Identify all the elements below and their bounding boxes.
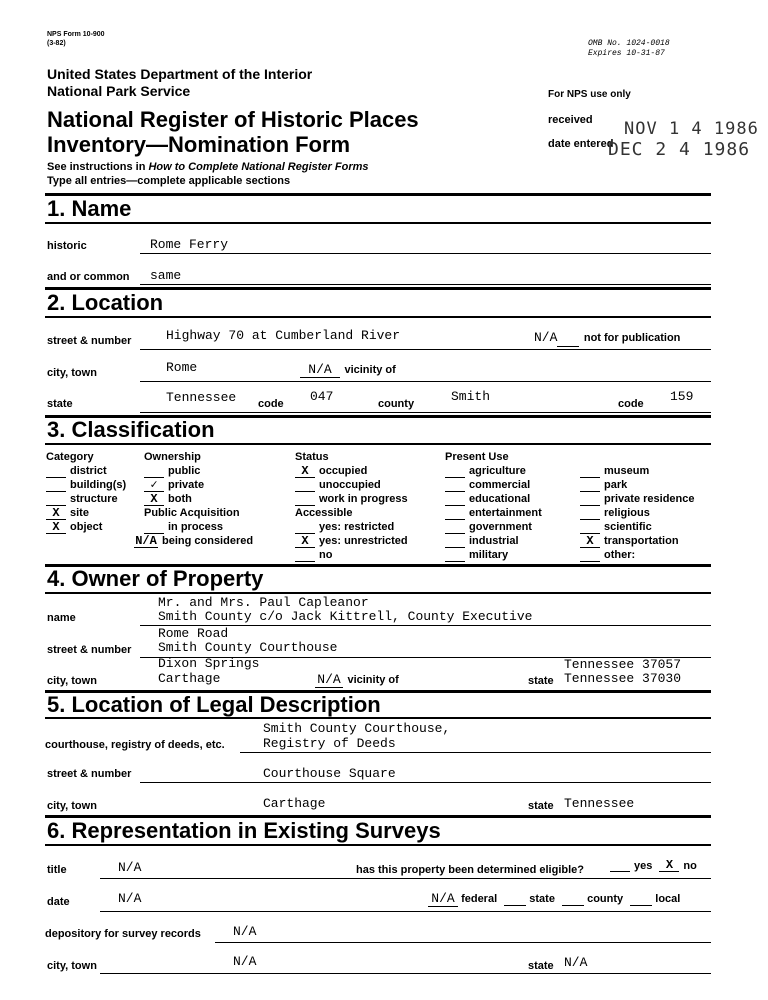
legal-street-value: Courthouse Square [263, 766, 396, 781]
department-name: United States Department of the Interior [47, 66, 313, 82]
status-head: Status [295, 451, 329, 463]
field-line [140, 381, 711, 382]
status-unoccupied[interactable]: unoccupied [295, 478, 408, 492]
field-line [240, 752, 711, 753]
received-label: received [548, 114, 593, 126]
section-5-title: 5. Location of Legal Description [47, 692, 381, 717]
field-line [140, 349, 711, 350]
vicinity-value: N/A [300, 362, 340, 378]
divider [45, 443, 711, 445]
ownership-column [135, 450, 254, 548]
field-line [100, 973, 711, 974]
owner-street-2: Smith County Courthouse [158, 640, 338, 655]
form-revision: (3-82) [47, 40, 66, 47]
code-value: 047 [310, 389, 334, 404]
accessible-restricted[interactable]: yes: restricted [295, 520, 408, 534]
eligible-yes-mark[interactable] [610, 871, 630, 872]
eligible-question: has this property been determined eligible? [356, 864, 584, 876]
ownership-private[interactable]: ✓ private [144, 478, 253, 492]
use-transportation[interactable]: X transportation [580, 534, 695, 548]
common-name-label: and or common [47, 271, 130, 283]
accessible-head: Accessible [295, 507, 353, 519]
survey-title-label: title [47, 864, 67, 876]
accessible-no[interactable]: no [295, 548, 408, 562]
survey-level: N/A federal state county local [428, 891, 680, 907]
use-educational[interactable]: educational [445, 492, 542, 506]
federal-mark[interactable]: N/A [428, 891, 458, 907]
survey-city-label: city, town [47, 960, 97, 972]
eligible-no-mark[interactable]: X [659, 860, 679, 872]
instructions-line2: Type all entries—complete applicable sections [47, 175, 291, 187]
owner-street-label: street & number [47, 644, 132, 656]
field-line [140, 412, 711, 413]
owner-street-1: Rome Road [158, 626, 229, 641]
legal-state-value: Tennessee [564, 796, 635, 811]
courthouse-value-1: Smith County Courthouse, [263, 721, 451, 736]
owner-city-1: Dixon Springs [158, 656, 260, 671]
not-for-publication [534, 328, 680, 347]
state-mark[interactable] [504, 893, 526, 906]
use-scientific[interactable]: scientific [580, 520, 695, 534]
field-line [140, 284, 711, 285]
category-district[interactable]: district [46, 464, 126, 478]
acquisition-being-considered[interactable]: N/A being considered [135, 534, 254, 548]
nps-use-only: For NPS use only [548, 89, 631, 100]
use-museum[interactable]: museum [580, 464, 695, 478]
category-buildings[interactable]: building(s) [46, 478, 126, 492]
nfp-value: N/A [534, 330, 558, 345]
divider [45, 222, 711, 224]
date-entered-stamp: DEC 2 4 1986 [608, 139, 751, 160]
acquisition-in-process[interactable]: in process [144, 520, 253, 534]
divider [45, 316, 711, 318]
depository-label: depository for survey records [45, 928, 201, 940]
divider [45, 717, 711, 719]
historic-value: Rome Ferry [150, 237, 229, 252]
owner-state-2: Tennessee 37030 [564, 671, 682, 686]
ownership-public[interactable]: public [144, 464, 253, 478]
county-label: county [378, 398, 415, 410]
use-park[interactable]: park [580, 478, 695, 492]
category-structure[interactable]: structure [46, 492, 126, 506]
divider [45, 193, 711, 196]
public-acquisition-head: Public Acquisition [144, 507, 240, 519]
vicinity-label: vicinity of [344, 364, 396, 376]
section-1-title: 1. Name [47, 196, 132, 221]
survey-date-value: N/A [118, 891, 142, 906]
date-entered-label: date entered [548, 138, 614, 150]
service-name: National Park Service [47, 83, 191, 99]
courthouse-value-2: Registry of Deeds [263, 736, 396, 751]
survey-city-value: N/A [233, 954, 257, 969]
owner-name-2: Smith County c/o Jack Kittrell, County Executive [158, 609, 533, 624]
use-other[interactable]: other: [580, 548, 695, 562]
category-site[interactable]: X site [46, 506, 126, 520]
state-value: Tennessee [166, 390, 237, 405]
instructions-line1: See instructions in How to Complete National Register Forms [47, 161, 369, 173]
section-2-title: 2. Location [47, 290, 164, 315]
legal-city-label: city, town [47, 800, 97, 812]
present-use-head: Present Use [445, 451, 509, 463]
use-government[interactable]: government [445, 520, 542, 534]
present-use-column-1 [445, 450, 542, 562]
received-stamp: NOV 1 4 1986 [624, 119, 759, 139]
field-line [140, 782, 711, 783]
street-value: Highway 70 at Cumberland River [166, 328, 401, 343]
field-line [100, 878, 711, 879]
owner-city-label: city, town [47, 675, 97, 687]
county-code-value: 159 [670, 389, 694, 404]
divider [45, 844, 711, 846]
owner-state-1: Tennessee 37057 [564, 657, 682, 672]
state-label: state [47, 398, 73, 410]
field-line [140, 253, 711, 254]
use-private-residence[interactable]: private residence [580, 492, 695, 506]
status-occupied[interactable]: X occupied [295, 464, 408, 478]
eligible-answer: yes X no [610, 860, 697, 872]
status-column [295, 450, 408, 562]
local-mark[interactable] [630, 893, 652, 906]
divider [45, 592, 711, 594]
form-id: NPS Form 10-900 [47, 31, 105, 38]
city-label: city, town [47, 367, 97, 379]
owner-name-label: name [47, 612, 76, 624]
county-code-label: code [618, 398, 644, 410]
owner-name-1: Mr. and Mrs. Paul Capleanor [158, 595, 369, 610]
survey-title-value: N/A [118, 860, 142, 875]
owner-city-2: Carthage [158, 671, 221, 686]
county-mark[interactable] [562, 893, 584, 906]
nfp-label: not for publication [583, 332, 681, 344]
historic-label: historic [47, 240, 87, 252]
status-work-in-progress[interactable]: work in progress [295, 492, 408, 506]
category-object[interactable]: X object [46, 520, 126, 534]
ownership-head: Ownership [144, 451, 201, 463]
code-label: code [258, 398, 284, 410]
use-agriculture[interactable]: agriculture [445, 464, 542, 478]
omb-number: OMB No. 1024-0018 [588, 39, 670, 48]
vicinity [300, 360, 396, 378]
survey-date-label: date [47, 896, 70, 908]
category-column [46, 450, 126, 534]
form-title-line2: Inventory—Nomination Form [47, 132, 351, 157]
survey-state-value: N/A [564, 955, 588, 970]
common-name-value: same [150, 268, 182, 283]
legal-state-label: state [528, 800, 554, 812]
street-label: street & number [47, 335, 132, 347]
use-commercial[interactable]: commercial [445, 478, 542, 492]
owner-vicinity [315, 670, 399, 688]
section-6-title: 6. Representation in Existing Surveys [47, 818, 441, 843]
section-4-title: 4. Owner of Property [47, 566, 264, 591]
expiration: Expires 10-31-87 [588, 49, 665, 58]
use-military[interactable]: military [445, 548, 542, 562]
owner-state-label: state [528, 675, 554, 687]
use-industrial[interactable]: industrial [445, 534, 542, 548]
survey-state-label: state [528, 960, 554, 972]
owner-vicinity-value: N/A [315, 672, 343, 688]
ownership-both[interactable]: X both [144, 492, 253, 506]
section-3-title: 3. Classification [47, 417, 215, 442]
use-religious[interactable]: religious [580, 506, 695, 520]
use-entertainment[interactable]: entertainment [445, 506, 542, 520]
accessible-unrestricted[interactable]: X yes: unrestricted [295, 534, 408, 548]
field-line [215, 942, 711, 943]
courthouse-label: courthouse, registry of deeds, etc. [45, 739, 225, 751]
county-value: Smith [451, 389, 491, 404]
present-use-column-2 [580, 464, 695, 562]
category-head: Category [46, 451, 94, 463]
legal-city-value: Carthage [263, 796, 326, 811]
field-line [100, 911, 711, 912]
form-title-line1: National Register of Historic Places [47, 107, 419, 132]
legal-street-label: street & number [47, 768, 132, 780]
depository-value: N/A [233, 924, 257, 939]
owner-vicinity-label: vicinity of [347, 674, 399, 686]
city-value: Rome [166, 360, 198, 375]
